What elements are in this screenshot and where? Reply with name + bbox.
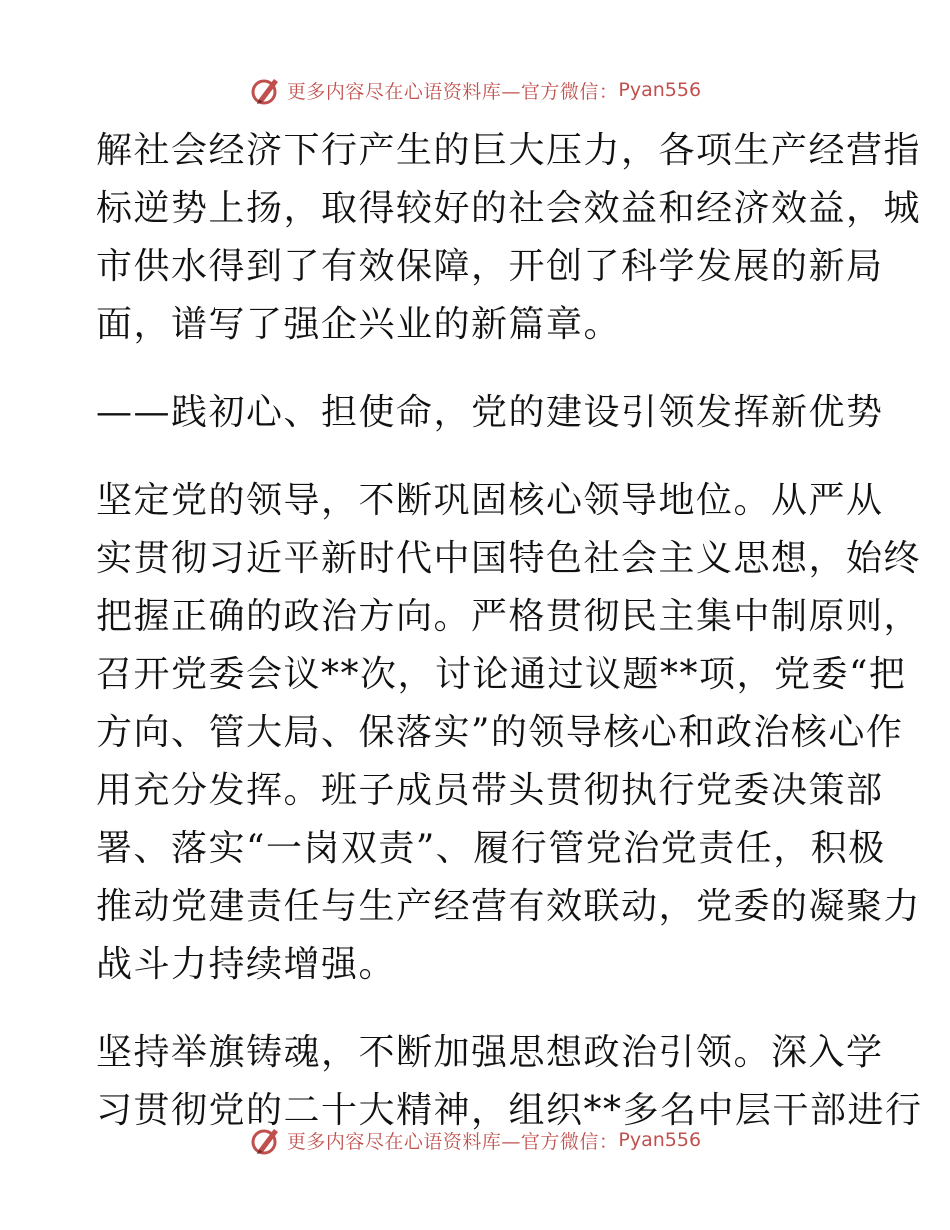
red-pen-circle-logo-icon [249, 1123, 283, 1157]
text-line: 推动党建责任与生产经营有效联动，党委的凝聚力 [96, 886, 922, 927]
text-line: 习贯彻党的二十大精神，组织**多名中层干部进行 [96, 1090, 923, 1131]
text-line: 方向、管大局、保落实”的领导核心和政治核心作 [96, 712, 904, 753]
watermark-text: 更多内容尽在心语资料库—官方微信： [286, 1130, 619, 1153]
text-line: 标逆势上扬，取得较好的社会效益和经济效益，城 [96, 188, 922, 229]
text-line: 市供水得到了有效保障，开创了科学发展的新局 [96, 246, 884, 287]
section-heading: ——践初心、担使命，党的建设引领发挥新优势 [96, 392, 884, 433]
text-line: 坚定党的领导，不断巩固核心领导地位。从严从 [96, 480, 884, 521]
text-line: 署、落实“一岗双责”、履行管党治党责任，积极 [96, 828, 886, 869]
text-line: 把握正确的政治方向。严格贯彻民主集中制原则， [96, 596, 922, 637]
text-line: 召开党委会议**次，讨论通过议题**项，党委“把 [96, 654, 907, 695]
red-pen-circle-logo-icon [249, 73, 283, 107]
text-line: 坚持举旗铸魂，不断加强思想政治引领。深入学 [96, 1032, 884, 1073]
paragraph [96, 122, 922, 354]
watermark-wechat-id: Pyan556 [618, 79, 702, 101]
watermark-text: 更多内容尽在心语资料库—官方微信： [286, 80, 619, 103]
document-body [96, 122, 923, 1140]
paragraph [96, 472, 922, 994]
text-line: 解社会经济下行产生的巨大压力，各项生产经营指 [96, 130, 922, 171]
watermark-header [0, 70, 950, 110]
text-line: 用充分发挥。班子成员带头贯彻执行党委决策部 [96, 770, 884, 811]
watermark-wechat-id: Pyan556 [618, 1129, 702, 1151]
watermark-footer [0, 1120, 950, 1160]
text-line: 实贯彻习近平新时代中国特色社会主义思想，始终 [96, 538, 922, 579]
text-line: 战斗力持续增强。 [96, 944, 397, 985]
text-line: 面，谱写了强企兴业的新篇章。 [96, 304, 622, 345]
